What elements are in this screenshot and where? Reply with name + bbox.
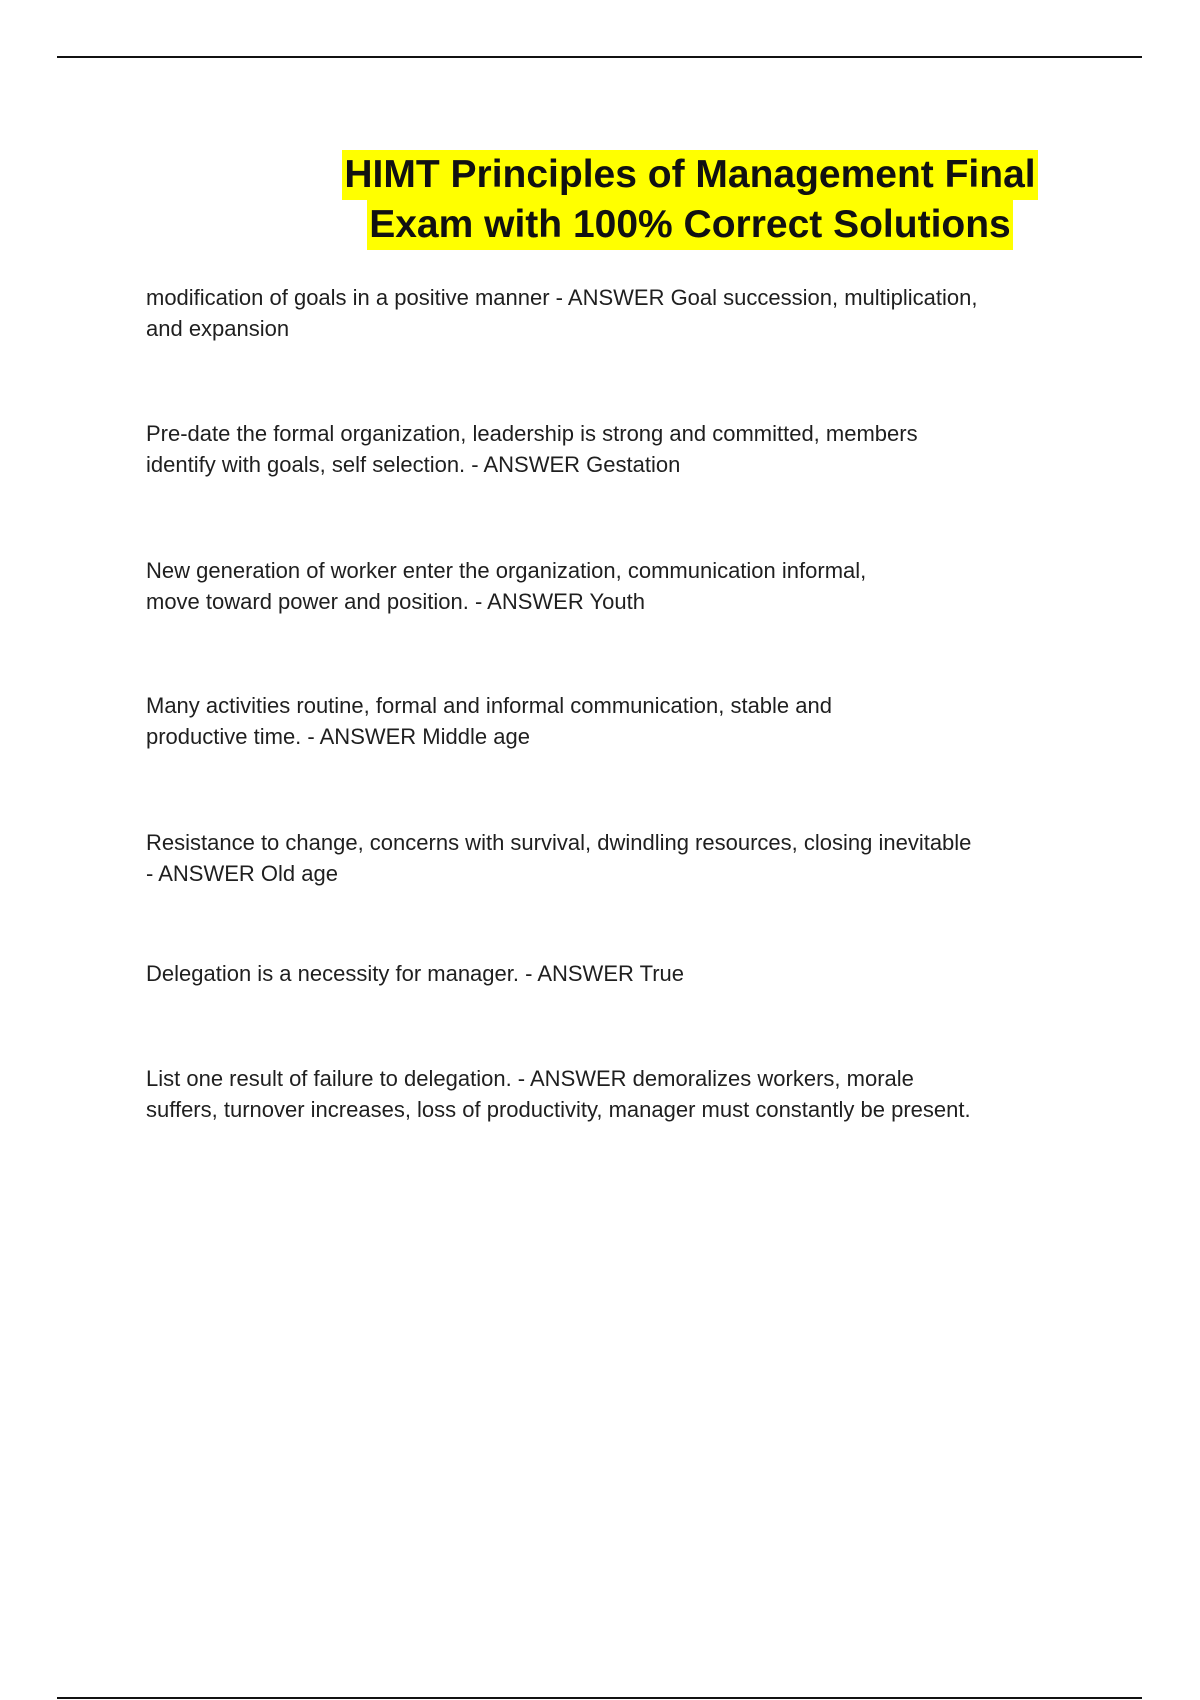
qa-line: suffers, turnover increases, loss of productivity, manager must constantly be present.	[146, 1097, 971, 1122]
footer-rule	[57, 1697, 1142, 1699]
qa-line: Many activities routine, formal and informal communication, stable and	[146, 693, 832, 718]
header-rule	[57, 56, 1142, 58]
qa-item	[146, 958, 1066, 989]
qa-item	[146, 418, 1066, 480]
qa-item	[146, 827, 1066, 889]
title-line-2: Exam with 100% Correct Solutions	[367, 200, 1013, 250]
qa-item	[146, 1063, 1066, 1125]
qa-line: Resistance to change, concerns with survival, dwindling resources, closing inevitable	[146, 830, 972, 855]
qa-line: modification of goals in a positive manner - ANSWER Goal succession, multiplication,	[146, 285, 978, 310]
qa-line: - ANSWER Old age	[146, 861, 338, 886]
qa-line: identify with goals, self selection. - ANSWER Gestation	[146, 452, 681, 477]
qa-line: productive time. - ANSWER Middle age	[146, 724, 530, 749]
qa-line: and expansion	[146, 316, 290, 341]
qa-line: List one result of failure to delegation. - ANSWER demoralizes workers, morale	[146, 1066, 914, 1091]
title-line-1: HIMT Principles of Management Final	[342, 150, 1037, 200]
qa-line: Pre-date the formal organization, leadership is strong and committed, members	[146, 421, 918, 446]
qa-item	[146, 555, 1066, 617]
qa-item	[146, 282, 1066, 344]
document-title	[300, 150, 1080, 250]
qa-line: move toward power and position. - ANSWER Youth	[146, 589, 645, 614]
qa-item	[146, 690, 1066, 752]
qa-line: New generation of worker enter the organization, communication informal,	[146, 558, 867, 583]
qa-line: Delegation is a necessity for manager. - ANSWER True	[146, 961, 685, 986]
